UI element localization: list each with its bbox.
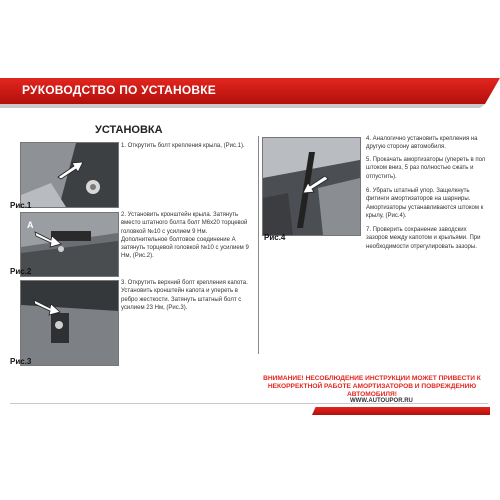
step-2-text: 2. Установить кронштейн крыла. Затянуть вместо штатного болта болт М6х20 торцевой головкой №10 с усилием 9 Нм. Дополнительное болтовое соединение А затянуть торцевой головкой №10 с усилием 9 Нм, (Рис.2). [121,212,249,260]
figure-1-label: Рис.1 [10,201,32,210]
footer-line [10,403,488,404]
warning-text: ВНИМАНИЕ! НЕСОБЛЮДЕНИЕ ИНСТРУКЦИИ МОЖЕТ ПРИВЕСТИ К НЕКОРРЕКТНОЙ РАБОТЕ АМОРТИЗАТОРОВ И ПОВРЕЖДЕНИЮ АВТОМОБИЛЯ! [263,375,481,398]
footer-url[interactable]: WWW.AUTOUPOR.RU [350,398,413,404]
header-banner-shadow [0,104,485,108]
footer-bar [312,407,490,415]
figure-4-label: Рис.4 [264,233,286,242]
step-5-text: 5. Прокачать амортизаторы (упереть в пол штоком вниз, 5 раз полностью сжать и отпустить). [366,157,486,180]
figure-3-arrow-icon [32,296,62,318]
figure-3-label: Рис.3 [10,357,32,366]
figure-4-arrow-icon [300,175,330,197]
header-banner [0,78,500,108]
column-divider [258,136,259,354]
step-3-text: 3. Открутить верхний болт крепления капота. Установить кронштейн капота и упереть в ребро жесткости. Затянуть штатный болт с усилием 23 Нм, (Рис.3). [121,280,248,311]
figure-2-marker-a: А [27,220,34,230]
step-4-text: 4. Аналогично установить крепления на другую сторону автомобиля. [366,136,478,151]
step-6-text: 6. Убрать штатный упор. Защелкнуть фитинги амортизаторов на шарниры. Амортизаторы устанавливаются штоком к крылу, (Рис.4). [366,188,484,219]
figure-1-arrow-icon [56,158,86,180]
section-title: УСТАНОВКА [95,124,163,136]
step-7-text: 7. Проверить сохранение заводских зазоров между капотом и крыльями. При необходимости отрегулировать зазоры. [366,227,481,250]
page-title: РУКОВОДСТВО ПО УСТАНОВКЕ [22,83,216,97]
figure-2-arrow-icon [33,228,63,250]
step-1-text: 1. Открутить болт крепления крыла, (Рис.1). [121,143,245,149]
figure-2-label: Рис.2 [10,267,32,276]
figure-3-photo [20,280,119,366]
